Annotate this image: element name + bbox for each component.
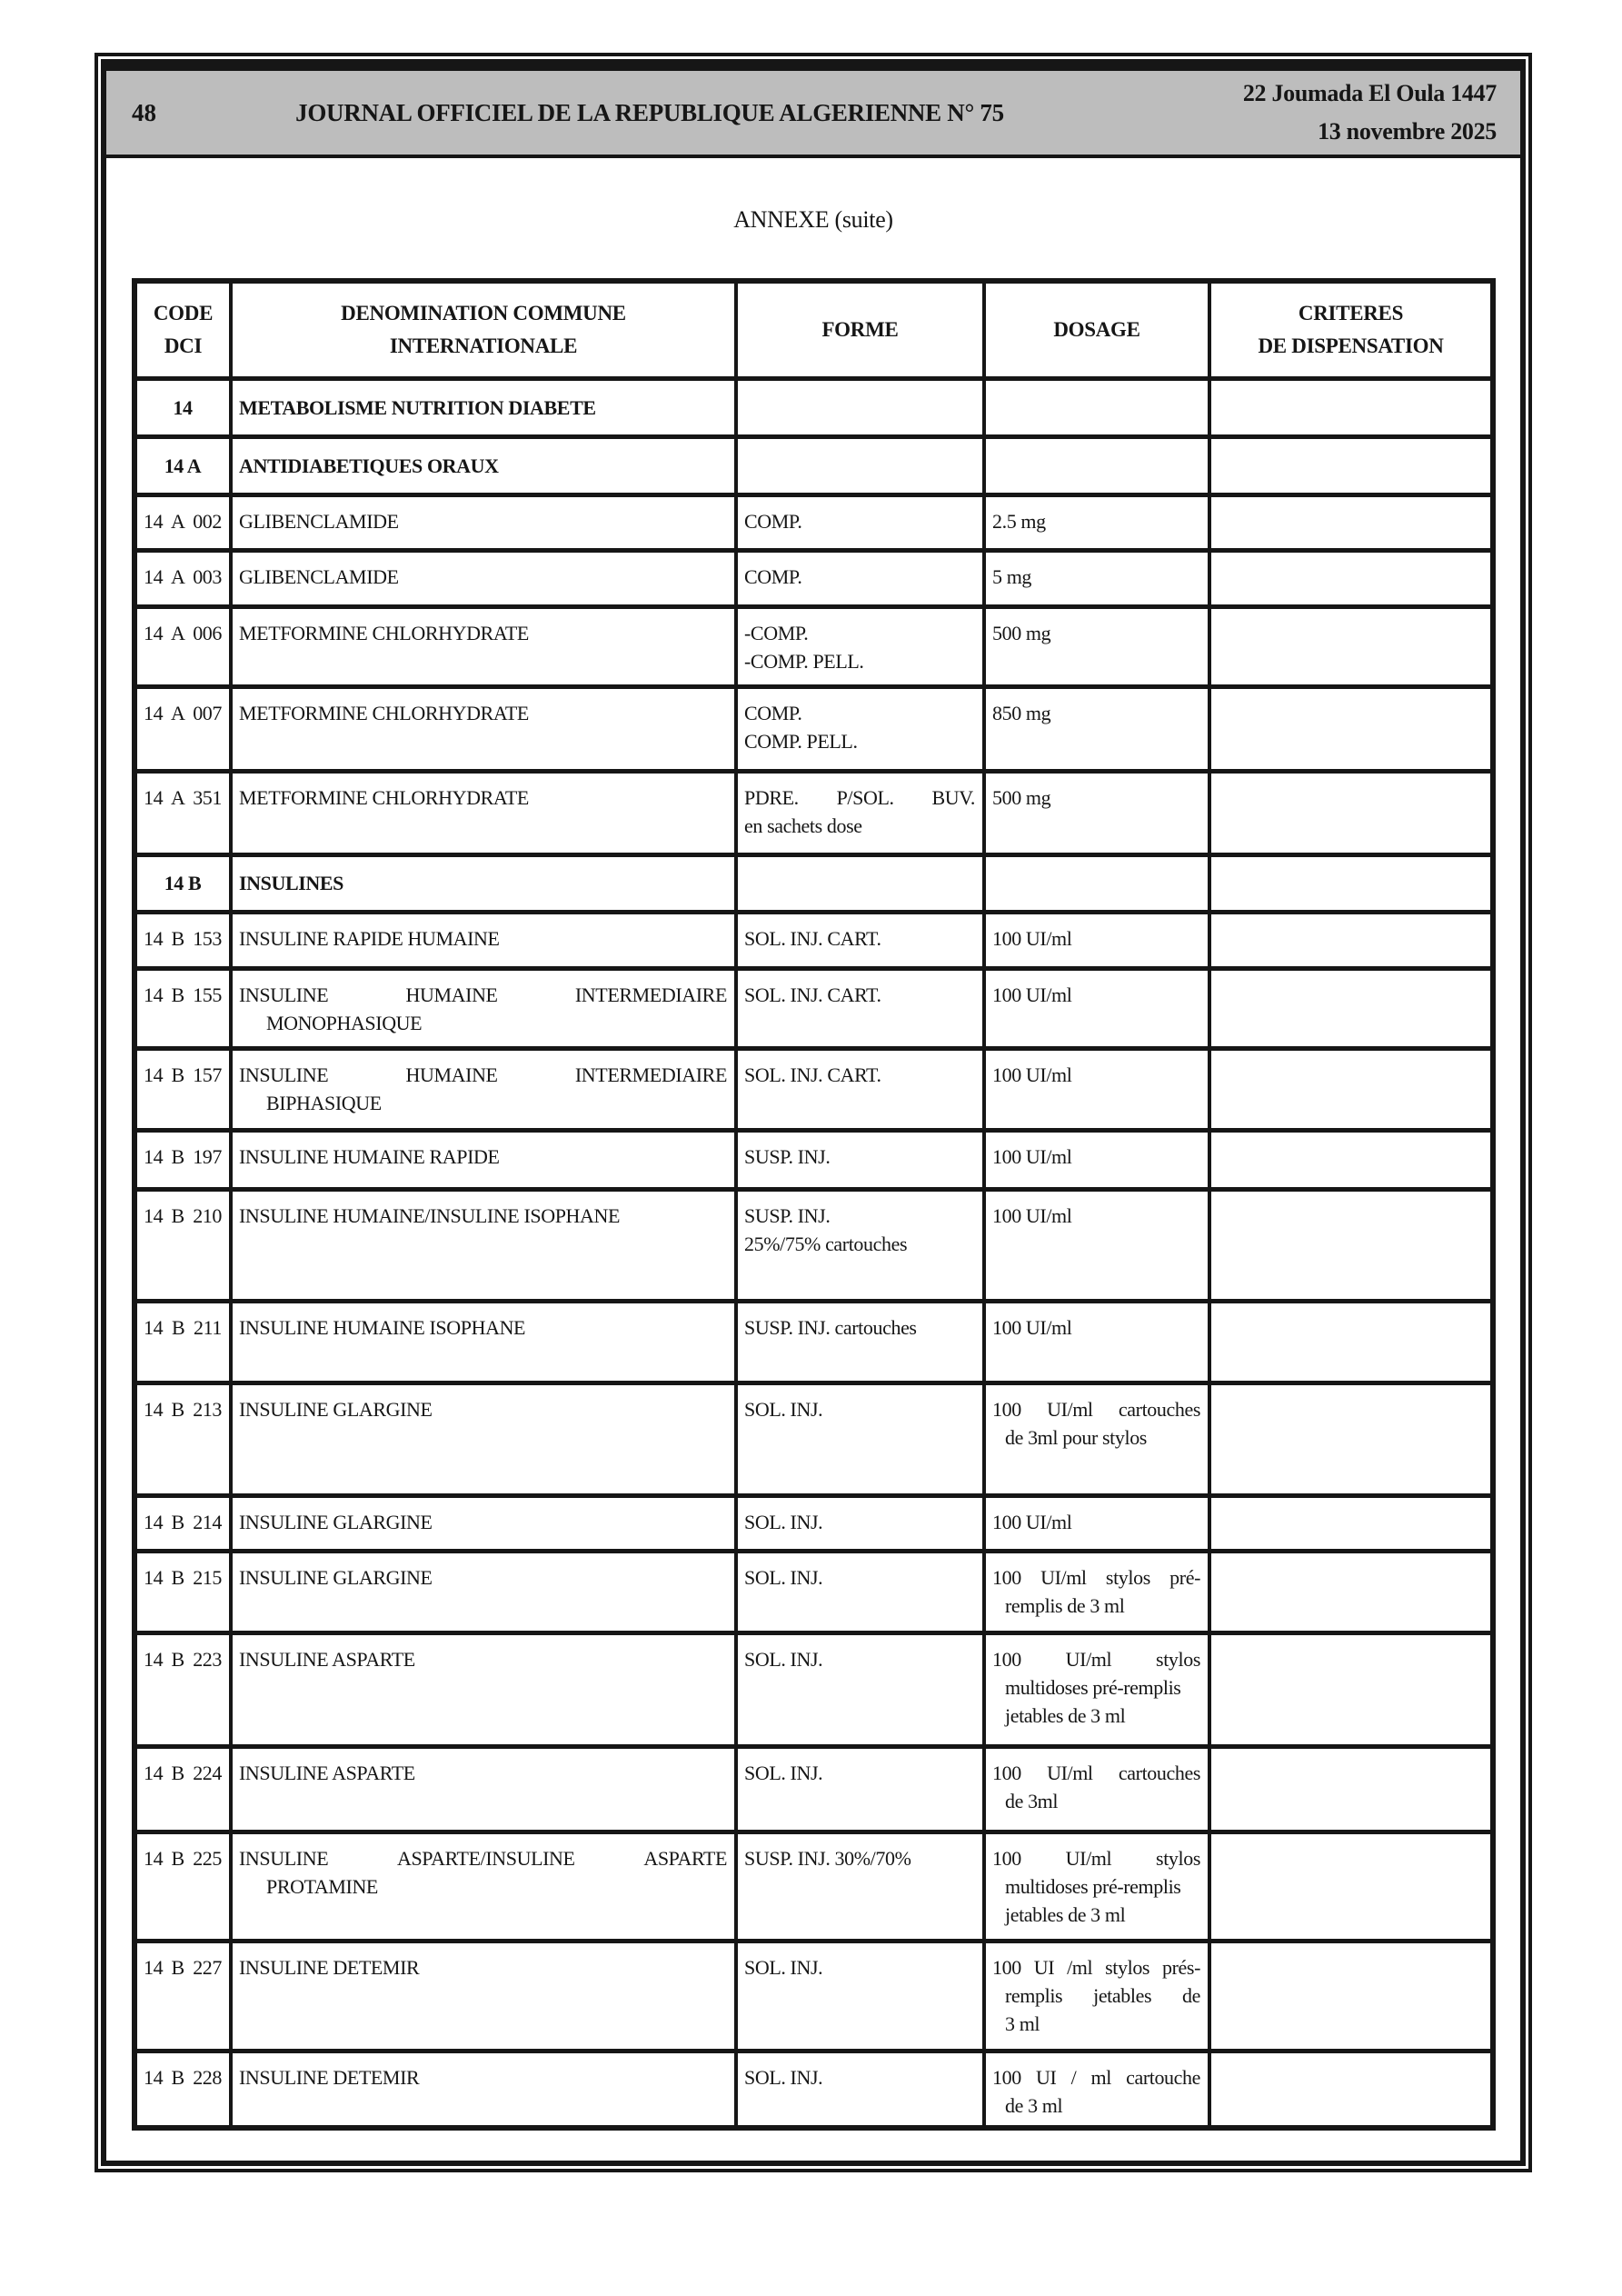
cell-forme — [736, 771, 984, 854]
cell-line: 25%/75% cartouches — [744, 1232, 908, 1255]
cell-dosage — [984, 1941, 1209, 2051]
cell-denomination — [231, 771, 736, 854]
cell-dosage — [984, 771, 1209, 854]
cell-line: 100 UI/ml cartouches — [992, 1397, 1200, 1421]
cell-code — [134, 1383, 231, 1495]
cell-criteres — [1209, 854, 1493, 912]
header-forme — [736, 281, 984, 378]
cell-forme — [736, 1301, 984, 1383]
cell-line: INSULINE ASPARTE — [239, 1647, 415, 1671]
date-gregorian: 13 novembre 2025 — [1318, 118, 1497, 145]
cell-dosage — [984, 1632, 1209, 1746]
table-row — [134, 1495, 1493, 1551]
cell-dosage — [984, 378, 1209, 436]
cell-forme — [736, 1746, 984, 1832]
date-hijri: 22 Joumada El Oula 1447 — [1242, 80, 1497, 106]
table-row — [134, 1746, 1493, 1832]
table-row — [134, 1301, 1493, 1383]
cell-code — [134, 1746, 231, 1832]
table-header-row — [134, 281, 1493, 378]
cell-line: 100 UI/ml stylos pré- — [992, 1565, 1200, 1589]
cell-line: SUSP. INJ. cartouches — [744, 1315, 917, 1339]
cell-line: INSULINES — [239, 872, 344, 894]
cell-code — [134, 1189, 231, 1301]
cell-criteres — [1209, 686, 1493, 771]
cell-line: de 3ml pour stylos — [1005, 1425, 1147, 1449]
cell-line: 14 B 211 — [144, 1315, 222, 1339]
cell-code — [134, 1551, 231, 1632]
table-row — [134, 912, 1493, 968]
cell-code — [134, 1130, 231, 1189]
cell-forme — [736, 1495, 984, 1551]
header-code-dci — [134, 281, 231, 378]
cell-line: 14 B 214 — [144, 1510, 222, 1533]
annexe-title: ANNEXE (suite) — [733, 206, 893, 233]
cell-denomination — [231, 854, 736, 912]
table-row — [134, 550, 1493, 606]
cell-forme — [736, 968, 984, 1048]
cell-line: jetables de 3 ml — [1005, 1902, 1126, 1926]
cell-criteres — [1209, 912, 1493, 968]
cell-line: 100 UI/ml — [992, 1510, 1072, 1533]
table-row — [134, 1632, 1493, 1746]
cell-line: multidoses pré-remplis — [1005, 1675, 1181, 1699]
cell-line: 100 UI/ml stylos — [992, 1846, 1200, 1870]
cell-code — [134, 550, 231, 606]
cell-line: 14 B 223 — [144, 1647, 222, 1671]
cell-line: METFORMINE CHLORHYDRATE — [239, 701, 529, 724]
cell-line: INSULINE DETEMIR — [239, 1955, 420, 1979]
cell-criteres — [1209, 1048, 1493, 1130]
cell-line: INSULINE HUMAINE/INSULINE ISOPHANE — [239, 1203, 621, 1227]
cell-criteres — [1209, 1383, 1493, 1495]
cell-denomination — [231, 1383, 736, 1495]
cell-line: 14 A — [164, 454, 202, 477]
cell-code — [134, 494, 231, 550]
cell-dosage — [984, 1495, 1209, 1551]
cell-forme — [736, 378, 984, 436]
cell-forme — [736, 436, 984, 494]
cell-forme — [736, 1832, 984, 1941]
cell-dosage — [984, 606, 1209, 686]
cell-line: multidoses pré-remplis — [1005, 1874, 1181, 1898]
cell-line: 100 UI/ml — [992, 926, 1072, 950]
cell-line: COMP. — [744, 509, 802, 533]
cell-line: 500 mg — [992, 621, 1051, 644]
cell-line: SUSP. INJ. — [744, 1144, 831, 1168]
cell-line: GLIBENCLAMIDE — [239, 564, 399, 588]
cell-line: INSULINE ASPARTE/INSULINE ASPARTE — [239, 1846, 727, 1870]
cell-denomination — [231, 686, 736, 771]
cell-line: SOL. INJ. CART. — [744, 983, 881, 1006]
cell-denomination — [231, 550, 736, 606]
header-denomination-line2: INTERNATIONALE — [389, 334, 578, 357]
cell-criteres — [1209, 1495, 1493, 1551]
cell-line: 100 UI/ml — [992, 1203, 1072, 1227]
cell-criteres — [1209, 1746, 1493, 1832]
cell-line: INSULINE HUMAINE RAPIDE — [239, 1144, 500, 1168]
header-denomination — [231, 281, 736, 378]
cell-code — [134, 436, 231, 494]
cell-forme — [736, 854, 984, 912]
cell-line: 14 B 213 — [144, 1397, 222, 1421]
header-denomination-line1: DENOMINATION COMMUNE — [341, 301, 626, 324]
page-frame — [95, 53, 1532, 2172]
cell-code — [134, 912, 231, 968]
table-row — [134, 1383, 1493, 1495]
header-dosage-line1: DOSAGE — [1053, 317, 1140, 341]
cell-line: 14 A 006 — [144, 621, 222, 644]
table-row — [134, 771, 1493, 854]
table-row — [134, 1832, 1493, 1941]
table-row — [134, 2051, 1493, 2128]
cell-line: remplis de 3 ml — [1005, 1593, 1125, 1617]
cell-criteres — [1209, 968, 1493, 1048]
cell-line: METFORMINE CHLORHYDRATE — [239, 785, 529, 809]
cell-denomination — [231, 1130, 736, 1189]
cell-code — [134, 686, 231, 771]
cell-criteres — [1209, 606, 1493, 686]
section-row — [134, 854, 1493, 912]
cell-line: COMP. — [744, 701, 802, 724]
cell-forme — [736, 2051, 984, 2128]
cell-dosage — [984, 494, 1209, 550]
header-code-line2: DCI — [164, 334, 203, 357]
cell-forme — [736, 494, 984, 550]
cell-line: PROTAMINE — [266, 1874, 378, 1898]
cell-forme — [736, 1383, 984, 1495]
cell-criteres — [1209, 1941, 1493, 2051]
cell-line: SOL. INJ. — [744, 1647, 823, 1671]
cell-line: SOL. INJ. — [744, 1397, 823, 1421]
cell-line: 100 UI/ml — [992, 983, 1072, 1006]
cell-line: INSULINE HUMAINE ISOPHANE — [239, 1315, 526, 1339]
cell-denomination — [231, 2051, 736, 2128]
cell-code — [134, 606, 231, 686]
cell-denomination — [231, 436, 736, 494]
cell-line: SOL. INJ. CART. — [744, 1063, 881, 1086]
cell-code — [134, 1495, 231, 1551]
table-row — [134, 1130, 1493, 1189]
cell-line: 2.5 mg — [992, 509, 1046, 533]
cell-line: 100 UI/ml — [992, 1063, 1072, 1086]
table-row — [134, 968, 1493, 1048]
cell-forme — [736, 1941, 984, 2051]
cell-line: MONOPHASIQUE — [266, 1011, 423, 1034]
cell-line: SOL. INJ. — [744, 2065, 823, 2089]
cell-line: 850 mg — [992, 701, 1051, 724]
cell-code — [134, 2051, 231, 2128]
cell-line: -COMP. — [744, 621, 809, 644]
cell-line: 5 mg — [992, 564, 1032, 588]
cell-dosage — [984, 2051, 1209, 2128]
cell-criteres — [1209, 550, 1493, 606]
cell-line: 14 B — [164, 872, 202, 894]
cell-line: INSULINE ASPARTE — [239, 1761, 415, 1784]
section-row — [134, 378, 1493, 436]
cell-line: 14 B 228 — [144, 2065, 222, 2089]
table-row — [134, 1941, 1493, 2051]
cell-line: 14 A 003 — [144, 564, 222, 588]
cell-code — [134, 854, 231, 912]
page-frame-inner — [101, 59, 1526, 2166]
cell-denomination — [231, 1632, 736, 1746]
cell-denomination — [231, 1495, 736, 1551]
cell-criteres — [1209, 1130, 1493, 1189]
journal-title: JOURNAL OFFICIEL DE LA REPUBLIQUE ALGERIENNE N° 75 — [295, 98, 1004, 126]
cell-line: 14 B 157 — [144, 1063, 222, 1086]
cell-line: GLIBENCLAMIDE — [239, 509, 399, 533]
table-row — [134, 1189, 1493, 1301]
cell-code — [134, 1941, 231, 2051]
cell-line: 14 A 351 — [144, 785, 222, 809]
cell-code — [134, 968, 231, 1048]
cell-dosage — [984, 1832, 1209, 1941]
page-number: 48 — [132, 98, 156, 126]
cell-line: 14 A 002 — [144, 509, 222, 533]
cell-dosage — [984, 1301, 1209, 1383]
cell-forme — [736, 1551, 984, 1632]
cell-line: 14 B 215 — [144, 1565, 222, 1589]
cell-dosage — [984, 1130, 1209, 1189]
cell-criteres — [1209, 1632, 1493, 1746]
cell-forme — [736, 1130, 984, 1189]
cell-denomination — [231, 1189, 736, 1301]
cell-line: 100 UI / ml cartouche — [992, 2065, 1200, 2089]
cell-code — [134, 1632, 231, 1746]
cell-line: SUSP. INJ. — [744, 1203, 831, 1227]
cell-code — [134, 1048, 231, 1130]
annexe-table — [132, 278, 1496, 2131]
cell-line: en sachets dose — [744, 814, 862, 837]
cell-line: de 3 ml — [1005, 2093, 1063, 2117]
cell-line: INSULINE GLARGINE — [239, 1397, 433, 1421]
cell-line: INSULINE HUMAINE INTERMEDIAIRE — [239, 983, 727, 1006]
cell-dosage — [984, 1189, 1209, 1301]
cell-denomination — [231, 1551, 736, 1632]
cell-line: 14 B 227 — [144, 1955, 222, 1979]
header-criteres — [1209, 281, 1493, 378]
cell-dosage — [984, 436, 1209, 494]
cell-forme — [736, 686, 984, 771]
cell-denomination — [231, 968, 736, 1048]
cell-line: INSULINE GLARGINE — [239, 1510, 433, 1533]
cell-dosage — [984, 550, 1209, 606]
cell-dosage — [984, 854, 1209, 912]
cell-dosage — [984, 1551, 1209, 1632]
annexe-table-wrap — [132, 278, 1520, 2131]
cell-line: INSULINE DETEMIR — [239, 2065, 420, 2089]
table-row — [134, 606, 1493, 686]
table-row — [134, 494, 1493, 550]
cell-line: remplis jetables de — [1005, 1983, 1200, 2007]
cell-line: SOL. INJ. — [744, 1510, 823, 1533]
cell-criteres — [1209, 1301, 1493, 1383]
table-row — [134, 1048, 1493, 1130]
cell-line: INSULINE GLARGINE — [239, 1565, 433, 1589]
header-criteres-line2: DE DISPENSATION — [1258, 334, 1444, 357]
cell-line: ANTIDIABETIQUES ORAUX — [239, 454, 499, 477]
cell-line: SOL. INJ. — [744, 1955, 823, 1979]
cell-line: 3 ml — [1005, 2011, 1040, 2035]
cell-line: -COMP. PELL. — [744, 649, 864, 673]
cell-denomination — [231, 1941, 736, 2051]
cell-line: 100 UI/ml — [992, 1144, 1072, 1168]
cell-line: METABOLISME NUTRITION DIABETE — [239, 395, 596, 419]
cell-line: INSULINE HUMAINE INTERMEDIAIRE — [239, 1063, 727, 1086]
cell-line: 100 UI /ml stylos prés- — [992, 1955, 1200, 1979]
cell-criteres — [1209, 494, 1493, 550]
cell-line: SOL. INJ. CART. — [744, 926, 881, 950]
cell-line: SOL. INJ. — [744, 1761, 823, 1784]
annexe-table-body — [134, 378, 1493, 2128]
cell-criteres — [1209, 1189, 1493, 1301]
cell-line: 14 B 155 — [144, 983, 222, 1006]
cell-line: de 3ml — [1005, 1789, 1059, 1812]
cell-forme — [736, 1048, 984, 1130]
cell-line: 14 B 225 — [144, 1846, 222, 1870]
cell-line: 14 A 007 — [144, 701, 222, 724]
cell-line: jetables de 3 ml — [1005, 1703, 1126, 1727]
cell-line: 14 B 210 — [144, 1203, 222, 1227]
cell-code — [134, 378, 231, 436]
cell-line: 14 B 224 — [144, 1761, 222, 1784]
cell-line: SOL. INJ. — [744, 1565, 823, 1589]
cell-criteres — [1209, 2051, 1493, 2128]
cell-line: COMP. — [744, 564, 802, 588]
cell-line: 100 UI/ml cartouches — [992, 1761, 1200, 1784]
cell-denomination — [231, 1301, 736, 1383]
header-dosage — [984, 281, 1209, 378]
cell-line: 500 mg — [992, 785, 1051, 809]
cell-criteres — [1209, 436, 1493, 494]
cell-forme — [736, 550, 984, 606]
cell-line: SUSP. INJ. 30%/70% — [744, 1846, 911, 1870]
cell-forme — [736, 1632, 984, 1746]
header-dates — [1128, 75, 1520, 151]
cell-dosage — [984, 912, 1209, 968]
cell-denomination — [231, 912, 736, 968]
cell-line: 14 B 197 — [144, 1144, 222, 1168]
cell-line: BIPHASIQUE — [266, 1091, 382, 1114]
cell-denomination — [231, 1746, 736, 1832]
cell-criteres — [1209, 1551, 1493, 1632]
table-row — [134, 686, 1493, 771]
cell-denomination — [231, 1832, 736, 1941]
cell-line: COMP. PELL. — [744, 729, 858, 753]
cell-denomination — [231, 494, 736, 550]
cell-denomination — [231, 378, 736, 436]
cell-line: METFORMINE CHLORHYDRATE — [239, 621, 529, 644]
cell-forme — [736, 1189, 984, 1301]
cell-forme — [736, 606, 984, 686]
cell-line: 100 UI/ml — [992, 1315, 1072, 1339]
cell-denomination — [231, 1048, 736, 1130]
cell-criteres — [1209, 771, 1493, 854]
cell-denomination — [231, 606, 736, 686]
cell-dosage — [984, 1048, 1209, 1130]
cell-line: PDRE. P/SOL. BUV. — [744, 785, 975, 809]
header-code-line1: CODE — [153, 301, 214, 324]
cell-line: 14 B 153 — [144, 926, 222, 950]
cell-dosage — [984, 1383, 1209, 1495]
table-row — [134, 1551, 1493, 1632]
header-criteres-line1: CRITERES — [1298, 301, 1404, 324]
cell-code — [134, 1832, 231, 1941]
cell-criteres — [1209, 1832, 1493, 1941]
cell-criteres — [1209, 378, 1493, 436]
cell-forme — [736, 912, 984, 968]
cell-dosage — [984, 686, 1209, 771]
cell-line: 100 UI/ml stylos — [992, 1647, 1200, 1671]
cell-code — [134, 1301, 231, 1383]
cell-code — [134, 771, 231, 854]
header-forme-line1: FORME — [821, 317, 899, 341]
page-header-band — [106, 71, 1520, 158]
cell-line: INSULINE RAPIDE HUMAINE — [239, 926, 500, 950]
section-row — [134, 436, 1493, 494]
cell-dosage — [984, 968, 1209, 1048]
cell-line: 14 — [173, 395, 193, 419]
cell-dosage — [984, 1746, 1209, 1832]
